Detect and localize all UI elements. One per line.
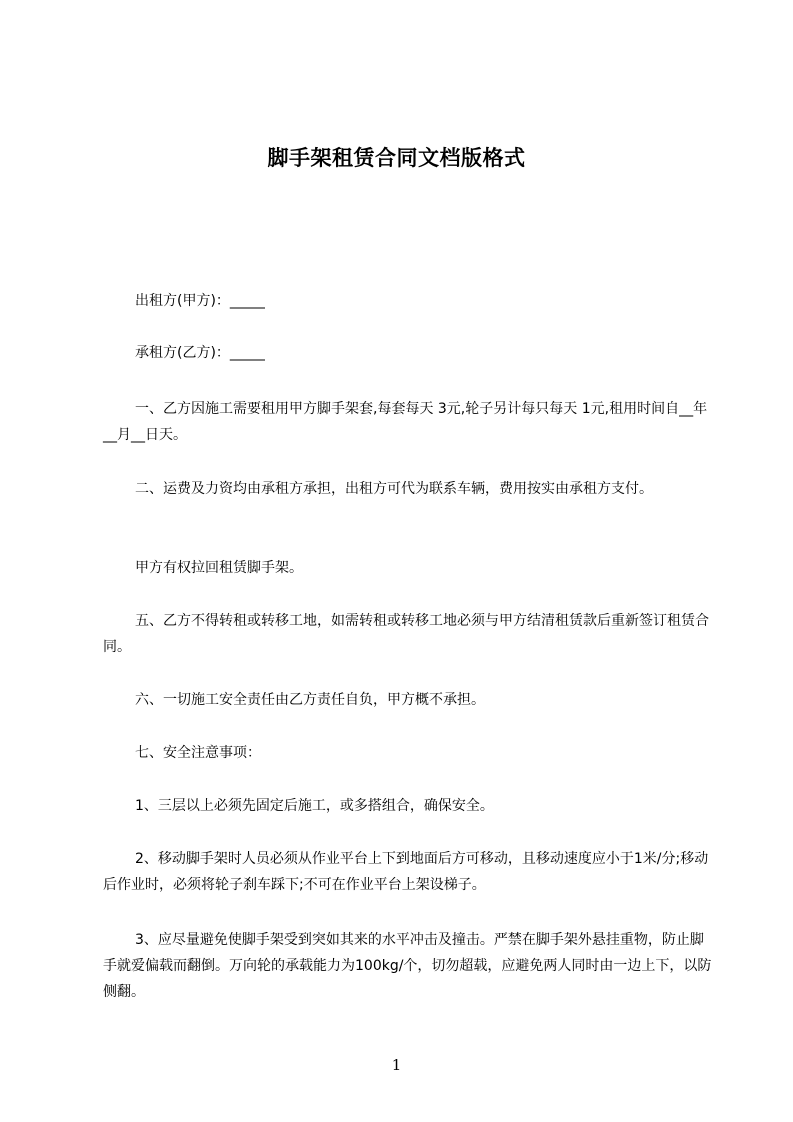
paragraph-clause-1: 一、乙方因施工需要租用甲方脚手架套,每套每天 3元,轮子另计每只每天 1元,租用时间自__年__月__日天。: [103, 401, 708, 443]
paragraph-clause-6: 六、一切施工安全责任由乙方责任自负，甲方概不承担。: [135, 692, 485, 708]
paragraph-lessee: 承租方(乙方)：_____: [135, 345, 265, 361]
paragraph-safety-1: 1、三层以上必须先固定后施工，或多搭组合，确保安全。: [135, 798, 494, 814]
paragraph-clause-2: 二、运费及力资均由承租方承担，出租方可代为联系车辆，费用按实由承租方支付。: [135, 481, 653, 497]
paragraph-safety-3: 3、应尽量避免使脚手架受到突如其来的水平冲击及撞击。严禁在脚手架外悬挂重物，防止脚手就爱偏载而翻倒。万向轮的承载能力为100kg/个，切勿超载，应避免两人同时由一边上下，以防侧翻。: [103, 932, 712, 1000]
paragraph-lessor: 出租方(甲方)：_____: [135, 293, 265, 309]
document-title: 脚手架租赁合同文档版格式: [267, 146, 526, 170]
paragraph-safety-2: 2、移动脚手架时人员必须从作业平台上下到地面后方可移动，且移动速度应小于1米/分;移动后作业时，必须将轮子刹车踩下;不可在作业平台上架设梯子。: [103, 851, 709, 893]
page-number: 1: [391, 1056, 402, 1074]
paragraph-reclaim: 甲方有权拉回租赁脚手架。: [135, 560, 303, 576]
paragraph-clause-7: 七、安全注意事项：: [135, 745, 261, 761]
paragraph-clause-5: 五、乙方不得转租或转移工地，如需转租或转移工地必须与甲方结清租赁款后重新签订租赁合同。: [103, 613, 709, 655]
